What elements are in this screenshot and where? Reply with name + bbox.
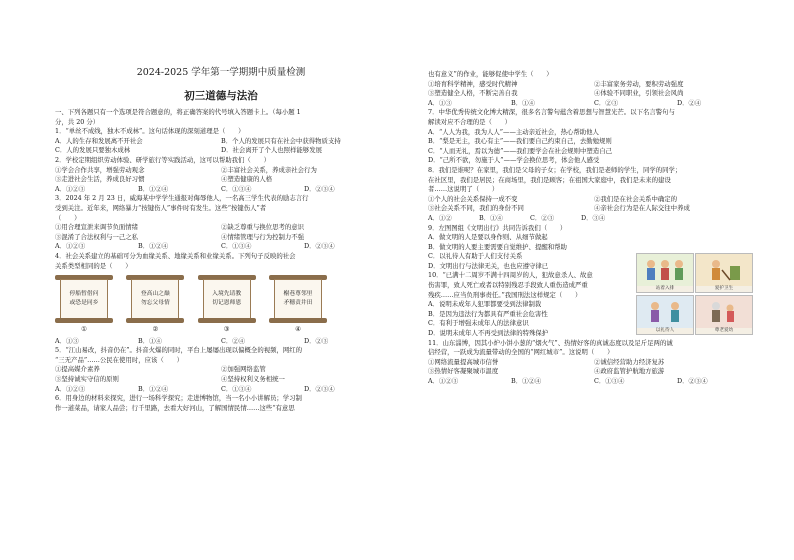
left-column: [55, 66, 387, 413]
q10-option-d[interactable]: D．说明未成年人不再受到法律的特殊保护: [428, 329, 549, 338]
scroll-4-line1: 榭巷尊邻里: [283, 291, 313, 298]
cartoon-panel-1: [636, 253, 694, 293]
q2-statements-row2: [55, 175, 387, 185]
q2-option-a[interactable]: A．①②③: [55, 184, 86, 193]
greeting-icon: [637, 296, 693, 328]
q4-option-b[interactable]: B．①④: [138, 336, 162, 345]
scroll-image-3: [198, 275, 256, 323]
q2-option-d[interactable]: D．②③④: [304, 184, 335, 193]
q5-statement-2: ②加强网络监管: [221, 365, 266, 374]
q8-statement-2: ②我们是在社会关系中确定的: [594, 194, 678, 203]
q4-option-c[interactable]: C．②④: [221, 336, 246, 345]
q6-statements-row1: [428, 80, 760, 90]
cartoon-panel-3: [636, 295, 694, 335]
cartoon-panel-2: [695, 253, 753, 293]
q4-scroll-labels: [55, 325, 327, 335]
q10-option-c[interactable]: C．有利于增强未成年人的法律意识: [428, 319, 529, 328]
scroll-image-4: [269, 275, 327, 323]
q3-statement-4: ④情绪管理与行为控制力不强: [221, 232, 305, 241]
q1-options-row1: [55, 137, 387, 147]
q4-option-d[interactable]: D．②③: [304, 336, 329, 345]
q3-stem-line2: 受到关注。近年来，网络暴力“按键伤人”事件时有发生。这些“按键伤人”者: [55, 203, 267, 212]
q2-statements-row1: [55, 166, 387, 176]
q6-stem-line1: 6．用身边的材料来探究，进行一场科学探究；走进博物馆，当一名小小讲解员；学习制: [55, 394, 302, 403]
q9-stem: 9．左图图组《文明出行》共同告诉我们（ ）: [428, 223, 567, 232]
scroll-image-2: [126, 275, 184, 323]
q2-statement-2: ②丰富社会关系，养成亲社会行为: [221, 165, 317, 174]
q8-stem-line1: 8．我们是谁呢？在家里，我们是父母的子女；在学校，我们是老师的学生，同学的同学；: [428, 165, 682, 174]
q8-options: [428, 214, 632, 224]
q5-stem-line2: “三无产品”……公民在使用时，应该（ ）: [55, 355, 183, 364]
q6-statement-3: ③塑造健全人格，不断完善自我: [428, 89, 518, 98]
scroll-3-line2: 切记恩师恩: [212, 300, 242, 307]
scroll-2-line1: 登高山之巅: [140, 291, 170, 298]
cartoon-caption-3: 以礼待人: [655, 328, 675, 333]
scroll-2-line2: 勿忘父母情: [140, 300, 170, 307]
q6-statement-1: ①培育科学精神，感受时代精神: [428, 79, 518, 88]
q10-stem-line2: 伤害罪，致人死亡或者以特别残忍手段致人重伤造成严重: [428, 281, 588, 290]
cartoon-caption-2: 爱护卫生: [714, 286, 734, 291]
q3-option-a[interactable]: A．①②③: [55, 242, 86, 251]
q5-option-b[interactable]: B．①②④: [138, 384, 169, 393]
q11-statement-4: ④政府监管护航地方旅游: [594, 367, 665, 376]
q3-options: [55, 242, 387, 252]
q11-statement-2: ②诚信经营助力经济复苏: [594, 357, 665, 366]
q5-statement-4: ④坚持权利义务相统一: [221, 375, 285, 384]
scroll-1-line2: 或恐是同乡: [69, 300, 99, 307]
q7-option-c[interactable]: C．“人而无礼，焉以为德”——我们要学会在社会规则中塑造自己: [428, 146, 612, 155]
q11-statements-row1: [428, 358, 760, 368]
q11-statement-3: ③热情好客凝聚城市温度: [428, 367, 499, 376]
q5-option-d[interactable]: D．②③④: [304, 384, 335, 393]
q6-option-d[interactable]: D．②④: [677, 98, 702, 107]
q11-stem-line1: 11．山东淄博，因其小炉小饼小葱的“烟火气”、热情好客的真诚态度以及足斤足两的诚: [428, 338, 673, 347]
exam-title: 2024-2025 学年第一学期期中质量检测: [136, 67, 306, 78]
q3-statements-row1: [55, 223, 387, 233]
right-column: [428, 70, 760, 387]
q11-statements-row2: [428, 367, 760, 377]
q7-stem-line2: 解读对应不合理的是（ ）: [428, 117, 512, 126]
q11-option-a[interactable]: A．①②③: [428, 377, 459, 385]
q11-option-b[interactable]: B．①②④: [511, 377, 542, 385]
q4-scroll-images: [55, 275, 327, 323]
q5-statement-3: ③坚持诚实守信的原则: [55, 375, 119, 384]
helping-elderly-icon: [696, 296, 752, 328]
scroll-label-2: ②: [152, 325, 159, 334]
q2-option-c[interactable]: C．①③④: [221, 184, 252, 193]
q2-statement-4: ④塑造健康的人格: [221, 175, 273, 184]
q11-options: [428, 377, 760, 387]
q5-options: [55, 385, 387, 395]
scroll-4-line2: 矛穗责井田: [283, 300, 313, 307]
q8-statement-3: ③社会关系不同，我们的身份不同: [428, 204, 524, 213]
q9-option-d[interactable]: D．文明出行与法律无关，也也应遵守律已: [428, 261, 549, 270]
q1-option-a[interactable]: A．人的生存和发展离不开社会: [55, 136, 143, 145]
subject-title: 初三道德与法治: [184, 90, 258, 102]
q6-option-a[interactable]: A．①③: [428, 98, 452, 107]
q7-option-d[interactable]: D．“己所不欲，勿施于人”——学会换位思考，体会他人感受: [428, 156, 600, 165]
q9-option-b[interactable]: B．做文明的人要主要需要自觉维护、提醒和帮助: [428, 242, 567, 251]
q5-stem-line1: 5．“江山易改，抖音仍在”。抖音火爆的同时，平台上屡屡出现以偏概全的视频，网红的: [55, 346, 303, 355]
scroll-1-line1: 停船暂借问: [69, 291, 99, 298]
q8-stem-line3: 者……这说明了（ ）: [428, 185, 499, 194]
q10-stem-line3: 残疾……应当负刑事责任。”我国刑法这样规定（ ）: [428, 290, 582, 299]
q10-option-a[interactable]: A．说明未成年人犯罪都要受到法律制裁: [428, 300, 542, 309]
q8-statements-row2: [428, 204, 760, 214]
q1-stem: 1．“单丝不成线，独木不成林”。这句话体现的深刻道理是（ ）: [55, 127, 245, 136]
q11-option-c[interactable]: C．①③④: [594, 377, 625, 385]
q8-statements-row1: [428, 195, 760, 205]
q8-stem-line2: 在社区里，我们是居民；在商场里，我们是顾客；在祖国大家庭中，我们是未来的建设: [428, 175, 671, 184]
q6-options: [428, 99, 760, 109]
cartoon-panel-4: [695, 295, 753, 335]
q3-statement-3: ③混淆了合法权利与一己之私: [55, 232, 139, 241]
q4-option-a[interactable]: A．①③: [55, 336, 79, 345]
q8-statement-4: ④亲社会行为是在人际交往中养成: [594, 204, 690, 213]
q6-stem-cont: 也有意义”的作业，能够促使中学生（ ）: [428, 70, 553, 78]
people-queue-icon: [637, 254, 693, 286]
q6-statement-4: ④体验不同职业，引领社会风尚: [594, 89, 684, 98]
section-instruction-line2: 分，共 20 分）: [55, 117, 100, 126]
q6-statements-row2: [428, 89, 760, 99]
q1-option-b[interactable]: B．个人的发展只有在社会中获得物质支持: [221, 136, 341, 145]
q11-option-d[interactable]: D．②③④: [677, 377, 708, 385]
q2-statement-1: ①学会合作共享，增强劳动观念: [55, 165, 145, 174]
civilized-travel-cartoon: [636, 253, 752, 337]
q1-options-row2: [55, 146, 387, 156]
scroll-label-3: ③: [223, 325, 230, 334]
q3-stem-line3: （ ）: [55, 213, 81, 222]
q11-stem-line2: 信经营，一跃成为流量带动的全国的“网红城市”。这说明（ ）: [428, 348, 614, 357]
q4-options: [55, 337, 387, 347]
q3-option-c[interactable]: C．①③④: [221, 242, 252, 251]
q5-statements-row2: [55, 375, 387, 385]
q3-stem-line1: 3．2024 年 2 月 23 日，威海某中学学生通报对侮辱他人，一名高三学生代表的励志言行: [55, 194, 309, 203]
q1-option-d[interactable]: D．社会离开了个人也照样能够发展: [221, 146, 322, 155]
q5-option-c[interactable]: C．①③④: [221, 384, 252, 393]
q6-option-b[interactable]: B．①④: [511, 98, 535, 107]
scroll-label-1: ①: [81, 325, 87, 334]
q5-option-a[interactable]: A．①②③: [55, 384, 86, 393]
q3-option-b[interactable]: B．①②④: [138, 242, 169, 251]
q5-statements-row1: [55, 365, 387, 375]
scroll-label-4: ④: [295, 325, 301, 334]
q8-option-c[interactable]: C．②③: [530, 213, 555, 222]
q2-statement-3: ③走进社会生活，养成良好习惯: [55, 175, 145, 184]
q7-stem-line1: 7．中华优秀传统文化博大精深，很多名言警句蕴含着思想与智慧光芒。以下名言警句与: [428, 108, 675, 117]
cartoon-caption-1: 站着入排: [655, 286, 675, 291]
q11-statement-1: ①网络流量提高城市信誉: [428, 357, 499, 366]
cartoon-caption-4: 尊老爱幼: [714, 328, 734, 333]
q6-option-c[interactable]: C．②③: [594, 98, 619, 107]
q6-statement-2: ②丰富家务劳动，要积劳动强度: [594, 79, 684, 88]
q5-statement-1: ①提高媒介素养: [55, 365, 100, 374]
q4-stem-line2: 关系类型相同的是（ ）: [55, 261, 132, 270]
scroll-3-line1: 入境先请教: [212, 291, 242, 298]
q3-statements-row2: [55, 233, 387, 243]
q7-option-b[interactable]: B．“梨是无主，我心有主”——我们要自己约束自己，去勤勉规则: [428, 137, 612, 146]
q1-option-c[interactable]: C．人的发展只要独木成林: [55, 146, 131, 155]
q3-option-d[interactable]: D．②③④: [304, 242, 335, 251]
q8-option-d[interactable]: D．③④: [581, 213, 606, 222]
q6-stem-line2: 作一道菜品，请家人品尝；行千里路，去看大好河山，了解国情民情……这些“有意思: [55, 403, 295, 412]
q4-stem-line1: 4．社会关系建立的基础可分为血缘关系、地缘关系和业缘关系。下列句子反映的社会: [55, 251, 296, 260]
cleaning-icon: [696, 254, 752, 286]
q2-options: [55, 185, 387, 195]
scroll-image-1: [55, 275, 113, 323]
q3-statement-2: ②缺乏尊重与换位思考的意识: [221, 223, 305, 232]
q8-option-a[interactable]: A．①②: [428, 213, 452, 222]
q2-stem: 2．学校定期组织劳动体验、研学旅行等实践活动，这可以帮助我们（ ）: [55, 155, 270, 164]
q8-option-b[interactable]: B．①④: [479, 213, 503, 222]
q10-stem-line1: 10．“已满十二周岁不满十四周岁的人，犯故意杀人、故意: [428, 271, 593, 280]
q2-option-b[interactable]: B．①②④: [138, 184, 169, 193]
q7-option-a[interactable]: A．“人人为我，我为人人”——主动亲近社会，热心帮助他人: [428, 127, 599, 136]
q9-option-a[interactable]: A．做文明的人是要以身作则、从细节做起: [428, 233, 548, 242]
q9-option-c[interactable]: C．以礼待人有助于人们支付关系: [428, 252, 523, 261]
q10-option-b[interactable]: B．是因为违法行为都具有严重社会危害性: [428, 309, 548, 318]
q3-statement-1: ①用合理宣泄来调节负面情绪: [55, 223, 139, 232]
section-instruction-line1: 一、下列各题只有一个选项是符合题意的，将正确答案的代号填入答题卡上。（每小题 1: [55, 108, 301, 116]
q8-statement-1: ①个人的社会关系保持一成不变: [428, 194, 518, 203]
